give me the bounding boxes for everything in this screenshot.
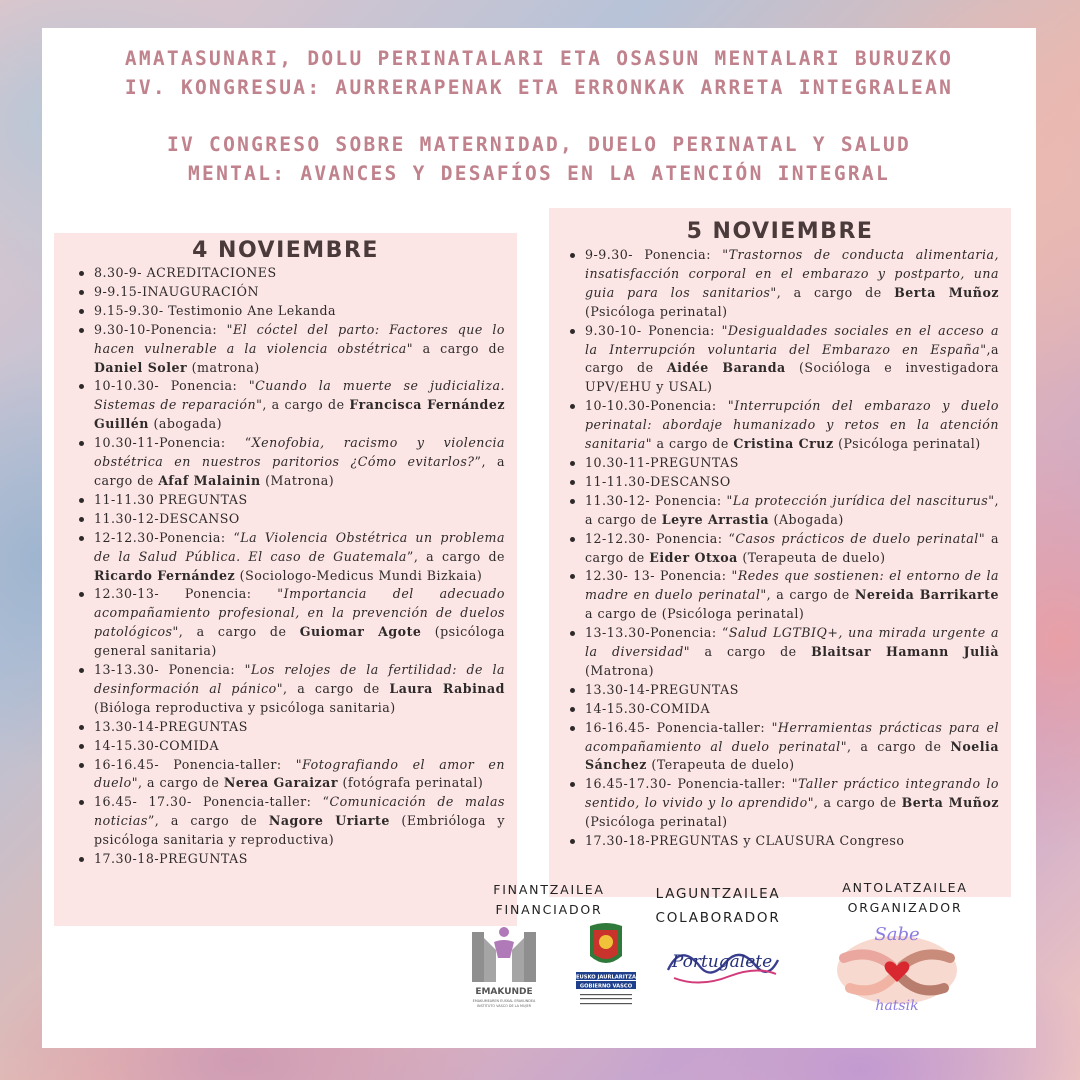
svg-text:Sabe: Sabe bbox=[874, 924, 920, 945]
schedule-item: 12-12.30-Ponencia: “La Violencia Obstétrica un problema de la Salud Pública. El caso de Guatemala”, a cargo de Ricardo Fernández (Sociologo-Medicus Mundi Bizkaia) bbox=[94, 529, 505, 586]
schedule-item: 14-15.30-COMIDA bbox=[94, 737, 505, 756]
talk-title: El cóctel del parto: Factores que lo hacen vulnerable a la violencia obstétrica bbox=[94, 321, 505, 356]
speaker-name: Laura Rabinad bbox=[389, 680, 505, 696]
schedule-item: 10-10.30-Ponencia: "Interrupción del embarazo y duelo perinatal: abordaje humanizado y retos en la atención sanitaria" a cargo de Cristina Cruz (Psicóloga perinatal) bbox=[585, 397, 999, 454]
talk-title: La protección jurídica del nasciturus bbox=[732, 492, 989, 508]
talk-title: Xenofobia, racismo y violencia obstétrica en nuestros paritorios ¿Cómo evitarlos? bbox=[94, 435, 505, 470]
organizer-logo bbox=[830, 918, 964, 1014]
talk-title: Salud LGTBIQ+, una mirada urgente a la diversidad bbox=[585, 625, 999, 660]
speaker-name: Leyre Arrastia bbox=[661, 511, 770, 527]
speaker-name: Nereida Barrikarte bbox=[854, 587, 999, 603]
schedule-item: 9.15-9.30- Testimonio Ane Lekanda bbox=[94, 302, 505, 321]
talk-title: Trastornos de conducta alimentaria, insatisfacción corporal en el embarazo y postparto, una guia para los sanitarios bbox=[585, 247, 999, 300]
svg-text:EMAKUMEAREN EUSKAL ERAKUNDEA: EMAKUMEAREN EUSKAL ERAKUNDEA bbox=[472, 999, 536, 1003]
talk-title: Herramientas prácticas para el acompañamiento al duelo perinatal bbox=[585, 719, 999, 754]
schedule-item: 11-11.30 PREGUNTAS bbox=[94, 491, 505, 510]
speaker-name: Blaitsar Hamann Julià bbox=[811, 644, 999, 660]
talk-title: Cuando la muerte se judicializa. Sistemas de reparación bbox=[94, 378, 505, 413]
speaker-name: Francisca Fernández Guillén bbox=[94, 397, 505, 432]
talk-title: Importancia del adecuado acompañamiento profesional, en la prevención de duelos patológicos bbox=[94, 586, 505, 640]
schedule-item: 17.30-18-PREGUNTAS bbox=[94, 850, 505, 869]
funder-label: FINANTZAILEA FINANCIADOR bbox=[493, 882, 605, 917]
svg-text:INSTITUTO VASCO DE LA MUJER: INSTITUTO VASCO DE LA MUJER bbox=[477, 1004, 531, 1008]
talk-title: Casos prácticos de duelo perinatal bbox=[735, 530, 979, 546]
speaker-name: Aidée Baranda bbox=[666, 360, 786, 376]
speaker-name: Nagore Uriarte bbox=[268, 813, 390, 829]
schedule-item: 9-9.30- Ponencia: "Trastornos de conducta alimentaria, insatisfacción corporal en el embarazo y postparto, una guia para los sanitarios", a cargo de Berta Muñoz (Psicóloga perinatal) bbox=[585, 246, 999, 322]
emakunde-logo bbox=[464, 918, 544, 1010]
schedule-item: 12.30-13- Ponencia: "Importancia del adecuado acompañamiento profesional, en la prevención de duelos patológicos", a cargo de Guiomar Agote (psicóloga general sanitaria) bbox=[94, 585, 505, 661]
svg-text:Portugalete: Portugalete bbox=[671, 952, 773, 972]
schedule-item: 11-11.30-DESCANSO bbox=[585, 473, 999, 492]
speaker-name: Noelia Sánchez bbox=[585, 738, 999, 773]
gobierno-vasco-logo bbox=[568, 918, 644, 1010]
schedule-item: 10.30-11-PREGUNTAS bbox=[585, 454, 999, 473]
schedule-list bbox=[549, 246, 1011, 851]
schedule-item: 16-16.45- Ponencia-taller: "Herramientas prácticas para el acompañamiento al duelo perinatal", a cargo de Noelia Sánchez (Terapeuta de duelo) bbox=[585, 719, 999, 776]
speaker-name: Berta Muñoz bbox=[894, 284, 999, 300]
schedule-item: 11.30-12-DESCANSO bbox=[94, 510, 505, 529]
day-heading: 4 NOVIEMBRE bbox=[192, 238, 379, 263]
schedule-item: 13.30-14-PREGUNTAS bbox=[585, 681, 999, 700]
schedule-item: 14-15.30-COMIDA bbox=[585, 700, 999, 719]
schedule-item: 16.45- 17.30- Ponencia-taller: “Comunicación de malas noticias”, a cargo de Nagore Uriarte (Embrióloga y psicóloga sanitaria y reproductiva) bbox=[94, 793, 505, 850]
schedule-item: 13-13.30- Ponencia: "Los relojes de la fertilidad: de la desinformación al pánico", a cargo de Laura Rabinad (Bióloga reproductiva y psicóloga sanitaria) bbox=[94, 661, 505, 718]
schedule-list bbox=[54, 264, 517, 869]
svg-text:EUSKO JAURLARITZA: EUSKO JAURLARITZA bbox=[575, 974, 637, 981]
schedule-item: 17.30-18-PREGUNTAS y CLAUSURA Congreso bbox=[585, 832, 999, 851]
congress-title-spanish: IV CONGRESO SOBRE MATERNIDAD, DUELO PERINATAL Y SALUD MENTAL: AVANCES Y DESAFÍOS EN LA ATENCIÓN INTEGRAL bbox=[166, 133, 912, 185]
schedule-item: 9-9.15-INAUGURACIÓN bbox=[94, 283, 505, 302]
schedule-item: 16-16.45- Ponencia-taller: "Fotografiando el amor en duelo", a cargo de Nerea Garaizar (fotógrafa perinatal) bbox=[94, 756, 505, 794]
organizer-label: ANTOLATZAILEA ORGANIZADOR bbox=[842, 880, 968, 915]
schedule-item: 16.45-17.30- Ponencia-taller: "Taller práctico integrando lo sentido, lo vivido y lo aprendido", a cargo de Berta Muñoz (Psicóloga perinatal) bbox=[585, 775, 999, 832]
schedule-item: 10-10.30- Ponencia: "Cuando la muerte se judicializa. Sistemas de reparación", a cargo de Francisca Fernández Guillén (abogada) bbox=[94, 377, 505, 434]
speaker-name: Ricardo Fernández bbox=[94, 567, 236, 583]
collaborator-label: LAGUNTZAILEA COLABORADOR bbox=[655, 886, 781, 926]
schedule-item: 9.30-10-Ponencia: "El cóctel del parto: Factores que lo hacen vulnerable a la violencia obstétrica" a cargo de Daniel Soler (matrona) bbox=[94, 321, 505, 378]
speaker-name: Eider Otxoa bbox=[649, 549, 738, 565]
schedule-item: 9.30-10- Ponencia: "Desigualdades sociales en el acceso a la Interrupción voluntaria del Embarazo en España",a cargo de Aidée Baranda (Socióloga e investigadora UPV/EHU y USAL) bbox=[585, 322, 999, 398]
talk-title: Taller práctico integrando lo sentido, lo vivido y lo aprendido bbox=[585, 776, 999, 811]
talk-title: Redes que sostienen: el entorno de la madre en duelo perinatal bbox=[585, 568, 999, 603]
schedule-item: 12-12.30- Ponencia: “Casos prácticos de duelo perinatal" a cargo de Eider Otxoa (Terapeuta de duelo) bbox=[585, 530, 999, 568]
portugalete-logo bbox=[660, 934, 784, 994]
schedule-item: 8.30-9- ACREDITACIONES bbox=[94, 264, 505, 283]
talk-title: Desigualdades sociales en el acceso a la Interrupción voluntaria del Embarazo en España bbox=[585, 322, 999, 357]
speaker-name: Cristina Cruz bbox=[733, 436, 834, 452]
talk-title: La Violencia Obstétrica un problema de la Salud Pública. El caso de Guatemala bbox=[94, 529, 505, 564]
talk-title: Fotografiando el amor en duelo bbox=[94, 756, 505, 791]
congress-title-basque: AMATASUNARI, DOLU PERINATALARI ETA OSASUN MENTALARI BURUZKO IV. KONGRESUA: AURRERAPENAK ETA ERRONKAK ARRETA INTEGRALEAN bbox=[124, 47, 954, 99]
speaker-name: Afaf Malainin bbox=[158, 472, 261, 488]
schedule-item: 13.30-14-PREGUNTAS bbox=[94, 718, 505, 737]
svg-text:GOBIERNO VASCO: GOBIERNO VASCO bbox=[579, 983, 633, 990]
svg-text:hatsik: hatsik bbox=[875, 998, 919, 1014]
talk-title: Interrupción del embarazo y duelo perinatal: abordaje humanizado y retos en la atención sanitaria bbox=[585, 398, 1000, 452]
schedule-item: 11.30-12- Ponencia: "La protección jurídica del nasciturus", a cargo de Leyre Arrastia (Abogada) bbox=[585, 492, 999, 530]
schedule-day-2 bbox=[549, 208, 1011, 897]
schedule-item: 13-13.30-Ponencia: “Salud LGTBIQ+, una mirada urgente a la diversidad" a cargo de Blaitsar Hamann Julià (Matrona) bbox=[585, 624, 999, 681]
speaker-name: Guiomar Agote bbox=[299, 624, 422, 640]
speaker-name: Daniel Soler bbox=[94, 359, 188, 375]
speaker-name: Nerea Garaizar bbox=[223, 775, 338, 791]
schedule-item: 12.30- 13- Ponencia: "Redes que sostienen: el entorno de la madre en duelo perinatal", a cargo de Nereida Barrikarte a cargo de (Psicóloga perinatal) bbox=[585, 567, 999, 624]
talk-title: Comunicación de malas noticias bbox=[94, 794, 505, 829]
svg-text:EMAKUNDE: EMAKUNDE bbox=[475, 987, 533, 997]
schedule-item: 10.30-11-Ponencia: “Xenofobia, racismo y violencia obstétrica en nuestros paritorios ¿Cómo evitarlos?”, a cargo de Afaf Malainin (Matrona) bbox=[94, 434, 505, 491]
speaker-name: Berta Muñoz bbox=[901, 795, 999, 811]
schedule-day-1 bbox=[54, 233, 517, 926]
day-heading: 5 NOVIEMBRE bbox=[686, 219, 874, 244]
talk-title: Los relojes de la fertilidad: de la desinformación al pánico bbox=[94, 662, 505, 696]
